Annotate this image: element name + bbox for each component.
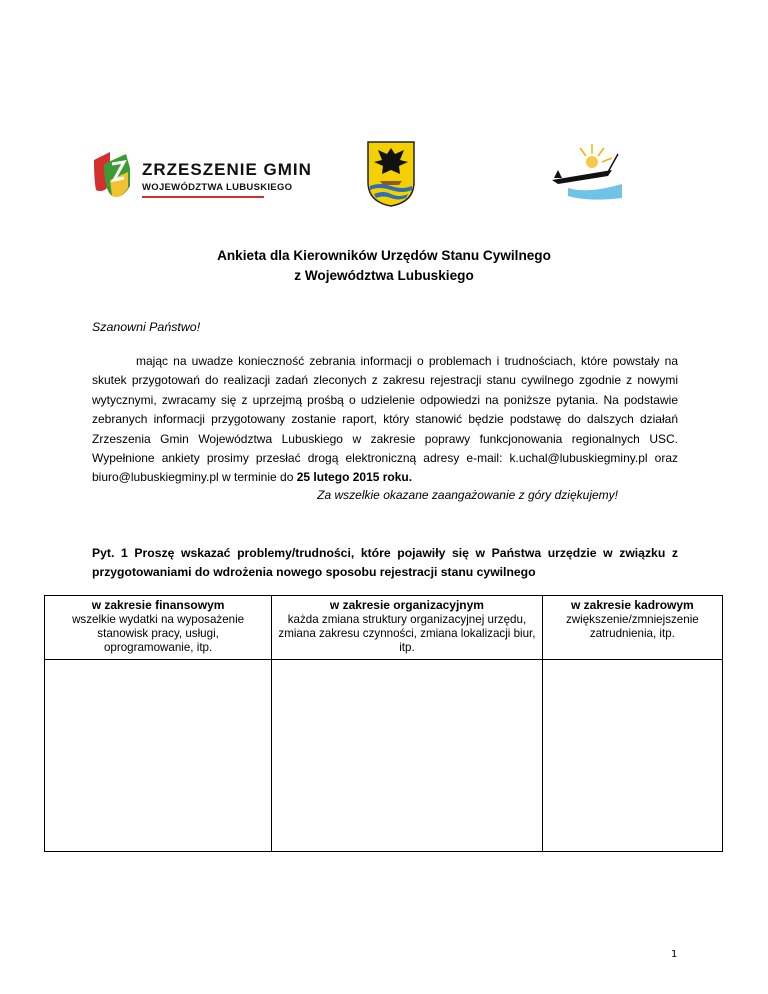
column-financial-header bbox=[45, 596, 272, 660]
thanks-note: Za wszelkie okazane zaangażowanie z góry dziękujemy! bbox=[317, 488, 618, 502]
deadline-date: 25 lutego 2015 roku. bbox=[296, 470, 413, 485]
association-name-line1: ZRZESZENIE GMIN bbox=[142, 160, 312, 179]
association-logo bbox=[90, 150, 312, 202]
column-description: każda zmiana struktury organizacyjnej urzędu, zmiana zakresu czynności, zmiana lokalizacji biur, itp. bbox=[278, 613, 536, 654]
question-1: Pyt. 1 Proszę wskazać problemy/trudności, które pojawiły się w Państwa urzędzie w związku z przygotowaniami do wdrożenia nowego sposobu rejestracji stanu cywilnego bbox=[92, 546, 678, 579]
column-title: w zakresie finansowym bbox=[91, 598, 225, 612]
answer-cell-financial[interactable] bbox=[45, 660, 272, 852]
column-title: w zakresie kadrowym bbox=[570, 598, 694, 612]
column-staffing-header bbox=[542, 596, 722, 660]
answer-cell-staffing[interactable] bbox=[542, 660, 722, 852]
column-organizational-header bbox=[272, 596, 543, 660]
intro-paragraph bbox=[92, 352, 678, 488]
town-logo bbox=[548, 140, 622, 202]
coat-of-arms-logo bbox=[366, 140, 416, 208]
answer-table bbox=[44, 595, 723, 852]
column-description: zwiększenie/zmniejszenie zatrudnienia, itp. bbox=[565, 613, 699, 640]
eagle-shield-icon bbox=[366, 140, 416, 208]
greeting: Szanowni Państwo! bbox=[92, 320, 201, 334]
association-shield-icon bbox=[90, 150, 138, 202]
page-number: 1 bbox=[671, 949, 678, 960]
survey-title-line2: z Województwa Lubuskiego bbox=[294, 268, 474, 283]
answer-cell-organizational[interactable] bbox=[272, 660, 543, 852]
town-boat-icon bbox=[548, 140, 622, 202]
survey-title-line1: Ankieta dla Kierowników Urzędów Stanu Cywilnego bbox=[217, 248, 551, 263]
association-name-line2: WOJEWÓDZTWA LUBUSKIEGO bbox=[142, 182, 293, 193]
association-underline bbox=[142, 196, 264, 198]
column-description: wszelkie wydatki na wyposażenie stanowisk pracy, usługi, oprogramowanie, itp. bbox=[72, 613, 245, 654]
intro-text: mając na uwadze konieczność zebrania informacji o problemach i trudnościach, które powstały na skutek przygotowań do realizacji zadań zleconych z zakresu rejestracji stanu cywilnego zgodnie z nowymi wytycznymi, zwracamy się z uprzejmą prośbą o udzielenie odpowiedzi na poniższe pytania. Na podstawie zebranych informacji przygotowany zostanie raport, który stanowić będzie podstawę do dalszych działań Zrzeszenia Gmin Województwa Lubuskiego w zakresie poprawy funkcjonowania regionalnych USC. Wypełnione ankiety prosimy przesłać drogą elektroniczną adresy e-mail: k.uchal@lubuskiegminy.pl oraz biuro@lubuskiegminy.pl w terminie do bbox=[92, 354, 678, 485]
column-title: w zakresie organizacyjnym bbox=[329, 598, 484, 612]
